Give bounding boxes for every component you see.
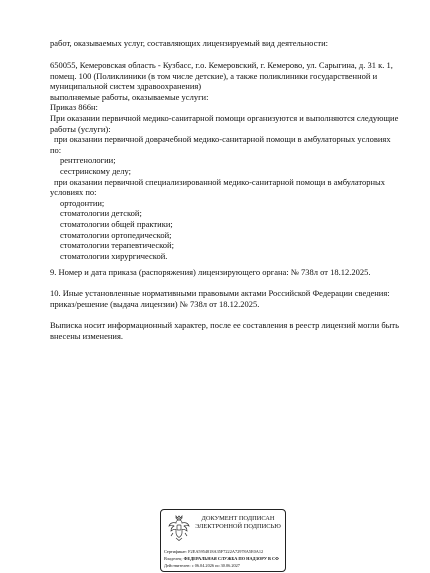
stamp-certificate-value: F2EA5954818A35F7222A72978A5E0A12 [188, 549, 264, 554]
paragraph-activity-intro: работ, оказываемых услуг, составляющих лицензируемый вид деятельности: [50, 38, 328, 48]
stamp-certificate [164, 549, 263, 554]
list-item-nursing: сестринскому делу; [60, 166, 131, 176]
electronic-signature-stamp [160, 509, 286, 572]
list-item-therapeutic-dentistry: стоматологии терапевтической; [60, 240, 174, 251]
section-10-other-info: 10. Иные установленные нормативными правовыми актами Российской Федерации сведения: [50, 288, 390, 298]
stamp-validity: Действителен: с 06.04.2026 по 30.06.2027 [164, 563, 240, 568]
stamp-owner [164, 556, 279, 561]
list-item-pediatric-dentistry: стоматологии детской; [60, 208, 142, 219]
list-item-radiology: рентгенологии; [60, 155, 116, 166]
stamp-owner-value: ФЕДЕРАЛЬНАЯ СЛУЖБА ПО НАДЗОРУ В СФ [183, 556, 279, 561]
order-reference: Приказ 866н: [50, 102, 98, 113]
address-line-1: 650055, Кемеровская область - Кузбасс, г.о. Кемеровский, г. Кемерово, ул. Сарыгина, д. 31 к. 1, [50, 60, 393, 70]
list-item-surgical-dentistry: стоматологии хирургической. [60, 250, 168, 261]
specialized-care-heading-cont: условиях по: [50, 187, 97, 198]
primary-care-intro-cont: работы (услуги): [50, 123, 111, 134]
stamp-title [191, 515, 285, 531]
list-item-orthopedic-dentistry: стоматологии ортопедической; [60, 229, 172, 240]
prehospital-care-heading: при оказании первичной доврачебной медико-санитарной помощи в амбулаторных условиях [54, 134, 391, 145]
list-item-orthodontics: ортодонтии; [60, 197, 105, 208]
section-9-order-number: 9. Номер и дата приказа (распоряжения) лицензирующего органа: № 738л от 18.12.2025. [50, 267, 371, 277]
disclaimer-line-2: внесены изменения. [50, 330, 123, 341]
services-heading: выполняемые работы, оказываемые услуги: [50, 91, 209, 102]
address-line-3: муниципальной систем здравоохранения) [50, 81, 202, 92]
list-item-general-dentistry: стоматологии общей практики; [60, 219, 173, 229]
address-line-2: помещ. 100 (Поликлиники (в том числе детские), а также поликлиники государственной и [50, 70, 378, 81]
primary-care-intro: При оказании первичной медико-санитарной помощи организуются и выполняются следующие [50, 113, 399, 123]
stamp-title-line-2: ЭЛЕКТРОННОЙ ПОДПИСЬЮ [195, 523, 281, 530]
coat-of-arms-icon [166, 513, 192, 543]
stamp-owner-label: Владелец: [164, 556, 183, 561]
specialized-care-heading: при оказании первичной специализированной медико-санитарной помощи в амбулаторных [54, 176, 386, 187]
stamp-title-line-1: ДОКУМЕНТ ПОДПИСАН [201, 515, 275, 522]
stamp-certificate-label: Сертификат: [164, 549, 188, 554]
prehospital-care-heading-cont: по: [50, 144, 62, 155]
disclaimer-line-1: Выписка носит информационный характер, после ее составления в реестр лицензий могли быть [50, 320, 399, 330]
section-10-other-info-cont: приказ/решение (выдача лицензии) № 738л от 18.12.2025. [50, 298, 260, 309]
